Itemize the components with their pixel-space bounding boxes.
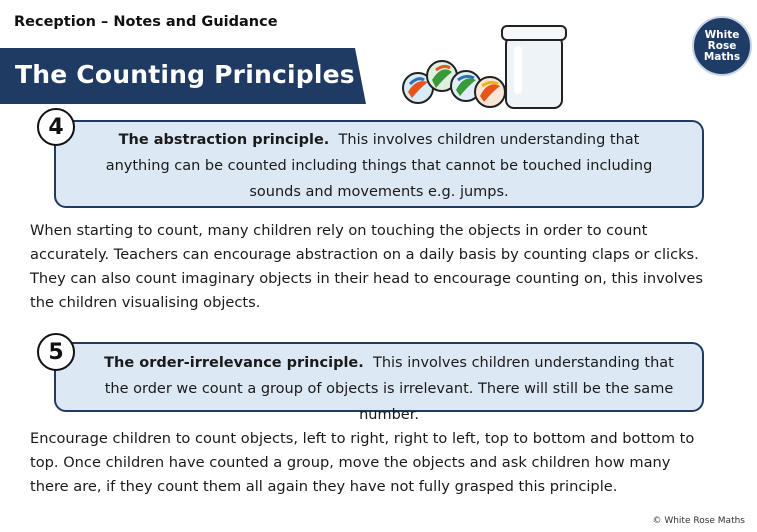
logo-line: Rose — [707, 39, 737, 52]
principle-text: This involves children understanding that the order we count a group of objects is irrelevant. There will still be the same number. — [104, 355, 674, 423]
guidance-paragraph: When starting to count, many children rely on touching the objects in order to count accurately. Teachers can encourage abstraction on a daily basis by counting claps or clicks. They can also count imaginary objects in their head to encourage counting on, this involves the children visualising objects. — [30, 222, 703, 311]
marbles-and-jar-illustration — [398, 18, 576, 112]
white-rose-maths-logo — [692, 16, 752, 76]
principle-lead: The abstraction principle. — [118, 132, 330, 148]
principle-lead: The order-irrelevance principle. — [104, 355, 364, 371]
copyright-notice: © White Rose Maths — [652, 516, 745, 526]
jar-icon — [502, 26, 566, 108]
page-subtitle: Reception – Notes and Guidance — [14, 14, 278, 30]
page-title: The Counting Principles — [15, 60, 355, 89]
principle-callout — [54, 342, 704, 423]
principle-callout — [54, 120, 704, 208]
principle-text: This involves children understanding that anything can be counted including things that cannot be touched including sounds and movements e.g. jumps. — [105, 132, 653, 200]
logo-line: White — [704, 28, 740, 41]
logo-line: Maths — [703, 50, 741, 63]
principle-number-badge: 4 — [37, 108, 75, 146]
guidance-paragraph: Encourage children to count objects, left to right, right to left, top to bottom and bottom to top. Once children have counted a group, move the objects and ask children how many there are, if they count them all again they have not fully grasped this principle. — [30, 430, 695, 495]
marble-icon — [475, 77, 505, 107]
principle-number-badge: 5 — [37, 333, 75, 371]
